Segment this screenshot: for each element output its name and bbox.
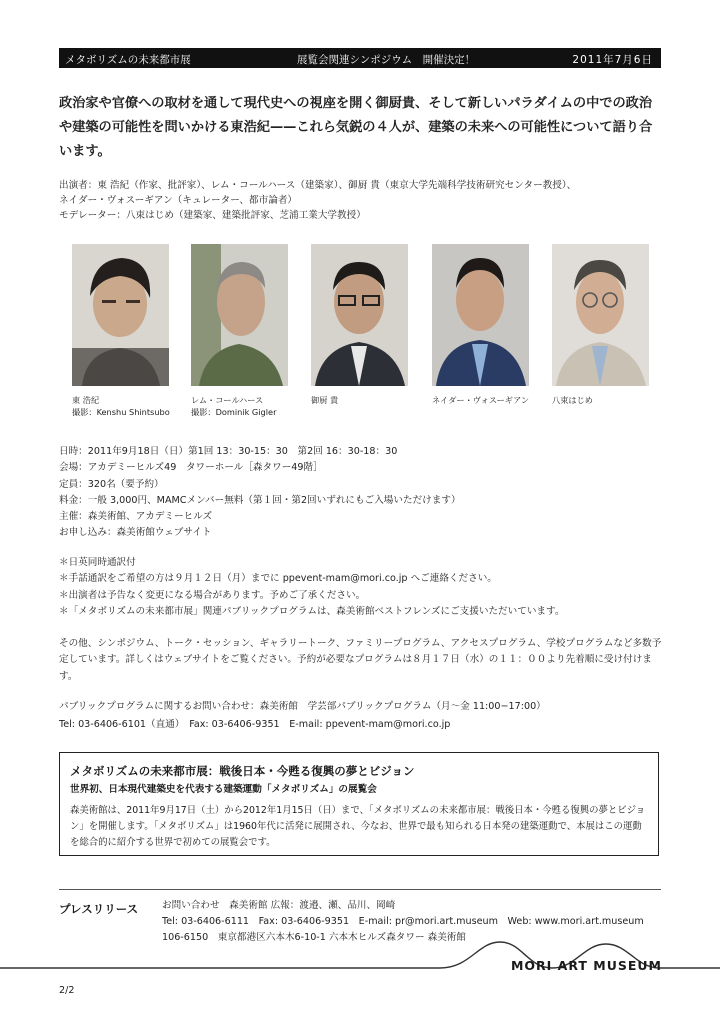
more-programs: その他、シンポジウム、トーク・セッション、ギャラリートーク、ファミリープログラム、アクセスプログラム、学校プログラムなど多数予定しています。詳しくはウェブサイトをご覧ください。予約が必要なプログラムは８月１７日（水）の１１：００より先着順に受け付けます。 bbox=[59, 638, 662, 682]
speaker-photo-yatsuka bbox=[552, 244, 649, 386]
event-info bbox=[59, 444, 663, 542]
speaker-photo-mikuriya bbox=[311, 244, 408, 386]
speaker-photo-koolhaas bbox=[191, 244, 288, 386]
credits bbox=[59, 178, 663, 223]
speaker-name: 八束はじめ bbox=[552, 395, 593, 405]
exhibition-title: メタボリズムの未来都市展：戦後日本・今甦る復興の夢とビジョン bbox=[70, 764, 415, 778]
speaker-name: レム・コールハース bbox=[191, 395, 264, 405]
speaker-photo-azuma bbox=[72, 244, 169, 386]
footer-address: 106-6150 東京都港区六本木6-10-1 六本木ヒルズ森タワー 森美術館 bbox=[162, 932, 466, 943]
exhibition-box bbox=[59, 752, 659, 856]
museum-logo: MORI ART MUSEUM bbox=[510, 958, 662, 973]
event-capacity: 定員：320名（要予約） bbox=[59, 478, 164, 490]
event-venue: 会場：アカデミーヒルズ49 タワーホール［森タワー49階］ bbox=[59, 462, 323, 474]
speaker-caption bbox=[191, 394, 311, 418]
footer-contact-line: お問い合わせ 森美術館 広報：渡邉、瀬、品川、岡崎 bbox=[162, 900, 396, 911]
speaker-name: 御厨 貴 bbox=[311, 395, 339, 405]
event-application: お申し込み：森美術館ウェブサイト bbox=[59, 527, 212, 539]
note-line: ＊日英同時通訳付 bbox=[59, 557, 136, 568]
speaker-caption bbox=[432, 394, 552, 406]
photo-credit: 撮影：Kenshu Shintsubo bbox=[72, 407, 170, 417]
exhibition-subtitle: 世界初、日本現代建築史を代表する建築運動「メタボリズム」の展覧会 bbox=[70, 784, 377, 795]
event-organizer: 主催：森美術館、アカデミーヒルズ bbox=[59, 511, 213, 523]
note-line: ＊手話通訳をご希望の方は９月１２日（月）までに ppevent-mam@mori.co.jp へご連絡ください。 bbox=[59, 573, 497, 585]
event-date: 日時：2011年9月18日（日）第1回 13：30-15：30 第2回 16：30-18：30 bbox=[59, 446, 398, 457]
speaker-name: 東 浩紀 bbox=[72, 395, 100, 405]
contact-line: Tel: 03-6406-6101（直通） Fax: 03-6406-9351 E-mail: ppevent-mam@mori.co.jp bbox=[59, 719, 451, 730]
contact-line: パブリックプログラムに関するお問い合わせ：森美術館 学芸部パブリックプログラム（月〜金 11:00−17:00） bbox=[59, 701, 546, 712]
credits-line: モデレーター：八束はじめ（建築家、建築批評家、芝浦工業大学教授） bbox=[59, 210, 366, 221]
note-line: ＊「メタボリズムの未来都市展」関連パブリックプログラムは、森美術館ベストフレンズにご支援いただいています。 bbox=[59, 605, 565, 617]
photo-credit: 撮影：Dominik Gigler bbox=[191, 407, 277, 417]
speaker-photo-vossoughian bbox=[432, 244, 529, 386]
credits-line: ネイダー・ヴォスーギアン（キュレーター、都市論者） bbox=[59, 195, 298, 206]
speaker-caption bbox=[72, 394, 192, 418]
speaker-caption bbox=[311, 394, 431, 406]
header-exhibition-title: メタボリズムの未来都市展 bbox=[65, 54, 191, 66]
page-number: 2/2 bbox=[59, 985, 75, 996]
header-date: 2011年7月6日 bbox=[572, 54, 653, 66]
event-fee: 料金：一般 3,000円、MAMCメンバー無料（第１回・第2回いずれにもご入場いただけます） bbox=[59, 494, 461, 506]
press-release-label: プレスリリース bbox=[59, 902, 139, 916]
exhibition-body: 森美術館は、2011年9月17日（土）から2012年1月15日（日）まで、「メタボリズムの未来都市展：戦後日本・今甦る復興の夢とビジョン」を開催します。「メタボリズム」は1960年代に活発に展開され、今なお、世界で最も知られる日本発の建築運動で、本展はこの運動を総合的に紹介する世界で初めての展覧会です。 bbox=[70, 805, 646, 848]
speaker-caption bbox=[552, 394, 672, 406]
program-contact bbox=[59, 698, 663, 734]
credits-line: 出演者：東 浩紀（作家、批評家）、レム・コールハース（建築家）、御厨 貴（東京大学先端科学技術研究センター教授）、 bbox=[59, 180, 577, 191]
footer-tel-line: Tel: 03-6406-6111 Fax: 03-6406-9351 E-mail: pr@mori.art.museum Web: www.mori.art.museum bbox=[162, 916, 644, 927]
note-line: ＊出演者は予告なく変更になる場合があります。予めご了承ください。 bbox=[59, 589, 366, 601]
lead-text: 政治家や官僚への取材を通して現代史への視座を開く御厨貴、そして新しいパラダイムの中での政治や建築の可能性を問いかける東浩紀——これら気鋭の４人が、建築の未来への可能性について語り合います。 bbox=[59, 96, 653, 159]
header-bar bbox=[59, 48, 661, 68]
speaker-name: ネイダー・ヴォスーギアン bbox=[432, 395, 530, 405]
notes bbox=[59, 555, 663, 620]
header-announcement: 展覧会関連シンポジウム 開催決定！ bbox=[297, 54, 476, 66]
footer-divider bbox=[59, 889, 661, 890]
